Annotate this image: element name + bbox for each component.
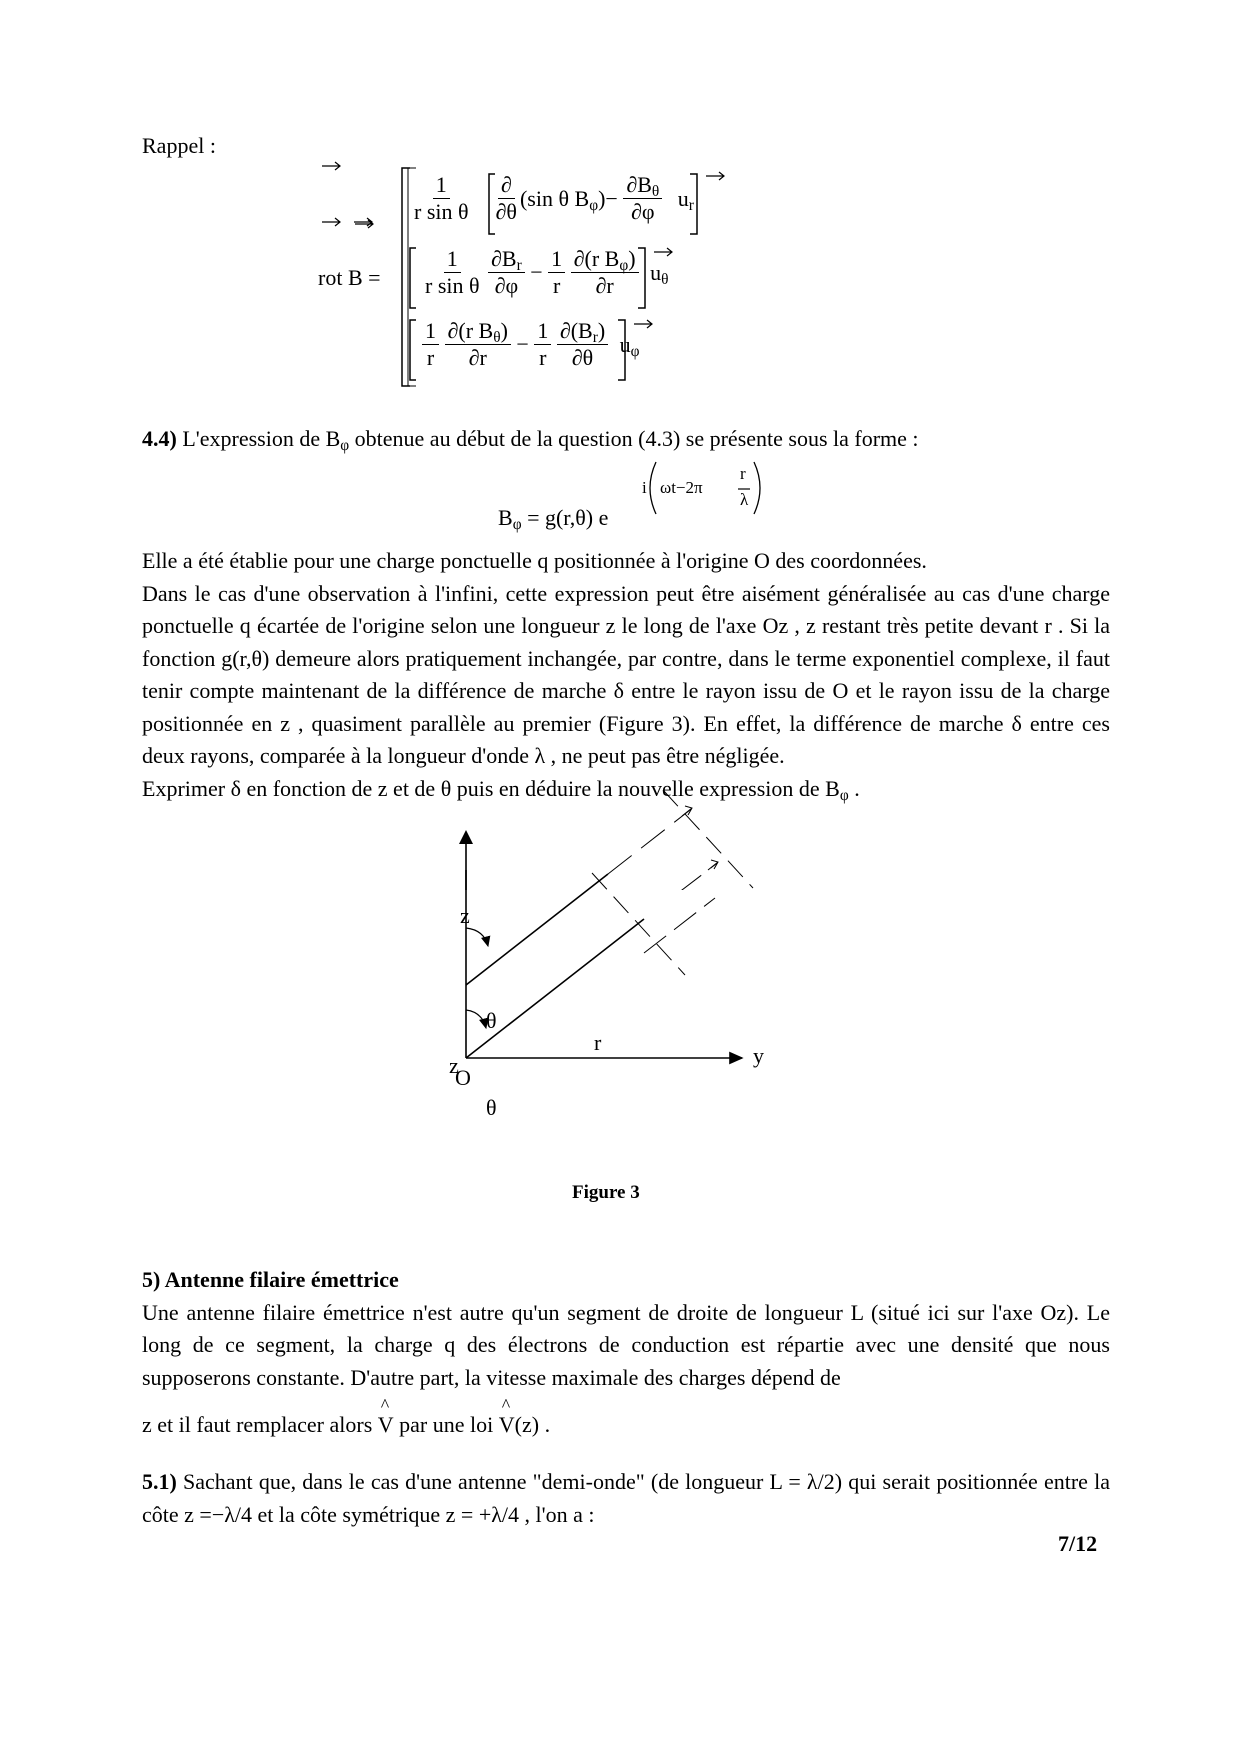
- figure-caption: Figure 3: [572, 1182, 640, 1203]
- row3-c2-num: 1: [534, 318, 551, 345]
- fig-ray-label: r: [594, 1030, 602, 1055]
- eq-exp-a: ωt−2π: [660, 478, 703, 497]
- section5-line: [142, 1395, 551, 1441]
- figure-3-upper: [430, 760, 800, 890]
- row2-d2-den: ∂r: [595, 273, 614, 298]
- row1-coef-num: 1: [433, 172, 450, 199]
- rappel-label: Rappel :: [142, 133, 216, 158]
- q51-text: Sachant que, dans le cas d'une antenne "demi-onde" (de longueur L = λ/2) qui serait positionnée entre la côte z =−λ/4 et la côte symétrique z = +λ/4 , l'on a :: [142, 1469, 1110, 1527]
- eq-rhs: = g(r,θ) e: [521, 505, 609, 530]
- row1-minus: −: [605, 185, 618, 211]
- q51-para: [142, 1466, 1110, 1531]
- row3-d1-num-sub: θ: [493, 329, 501, 346]
- row3-d2-num-end: ): [597, 318, 606, 343]
- row1-d2-den: ∂φ: [631, 199, 655, 224]
- row1-term1-end: ): [598, 185, 606, 211]
- row1-d1-den: ∂θ: [495, 199, 517, 224]
- eq-exp-den: λ: [740, 490, 749, 509]
- row1-unit-sub: r: [688, 196, 694, 214]
- row2-d2-num-sub: φ: [619, 257, 629, 274]
- section5-body: [142, 1264, 1110, 1394]
- fig-origin: O: [455, 1065, 471, 1090]
- vhat2-caret: ^: [501, 1395, 511, 1415]
- vhat-caret: ^: [380, 1395, 390, 1415]
- row3-minus: −: [516, 331, 529, 357]
- row3-unit-sub: φ: [630, 342, 640, 360]
- row2-d2-num: ∂(r B: [573, 246, 620, 271]
- row3-unit: u: [619, 331, 631, 357]
- fig-theta-bottom: θ: [486, 1095, 497, 1120]
- row3-d1-den: ∂r: [468, 345, 487, 370]
- row1-unit: u: [677, 185, 689, 211]
- fig-theta-top: θ: [486, 1008, 497, 1033]
- rot-row-1: [411, 172, 694, 225]
- q44-para-2: Dans le cas d'une observation à l'infini, cette expression peut être aisément généralisée au cas d'une charge ponctuelle q écartée de l'origine selon une longueur z le long de l'axe Oz , z restant très petite devant r . Si la fonction g(r,θ) demeure alors pratiquement inchangée, par contre, dans le terme exponentiel complexe, il faut tenir compte maintenant de la différence de marche δ entre le rayon issu de O et le rayon issu de la charge positionnée en z , quasiment parallèle au premier (Figure 3). En effet, la différence de marche δ entre ces deux rayons, comparée à la longueur d'onde λ , ne peut pas être négligée.: [142, 580, 1110, 768]
- section5-para-1: Une antenne filaire émettrice n'est autre qu'un segment de droite de longueur L (situé ici sur l'axe Oz). Le long de ce segment, la charge q des électrons de conduction est répartie avec une densité que nous supposerons constante. D'autre part, la vitesse maximale des charges dépend de: [142, 1299, 1110, 1390]
- row1-coef-den: r sin θ: [414, 199, 469, 224]
- ray-from-z: [466, 874, 608, 985]
- row2-unit-sub: θ: [661, 270, 669, 288]
- row1-d2-num: ∂B: [626, 172, 652, 197]
- ray-from-origin: [466, 919, 644, 1058]
- row2-coef-num: 1: [444, 246, 461, 273]
- eq-lhs: B: [498, 505, 513, 530]
- row1-d2-num-sub: θ: [651, 183, 660, 200]
- row3-d2-num: ∂(B: [559, 318, 593, 343]
- q44-equation: [498, 502, 608, 534]
- row3-d1-num: ∂(r B: [447, 318, 494, 343]
- q44-para-3-b: .: [848, 775, 860, 801]
- rot-arrows: [322, 215, 382, 229]
- eq-exp-num: r: [740, 464, 746, 483]
- fig-z-mark-label: z: [449, 1053, 459, 1078]
- q44-number: 4.4): [142, 426, 177, 451]
- q44-intro-b: obtenue au début de la question (4.3) se présente sous la forme :: [349, 426, 919, 451]
- ray-z-arrow: [682, 806, 692, 816]
- row3-d1-num-end: ): [500, 318, 508, 343]
- ray-z-dashed: [608, 810, 690, 874]
- section5-line-c: (z) .: [514, 1412, 551, 1437]
- page-number: 7/12: [1058, 1531, 1098, 1556]
- row2-minus: −: [530, 259, 543, 285]
- rot-row-2: [422, 246, 668, 299]
- q44-intro-sub: φ: [340, 437, 350, 454]
- eq-exp-i: i: [642, 478, 647, 497]
- row2-coef-den: r sin θ: [425, 273, 480, 298]
- row3-c1-num: 1: [422, 318, 439, 345]
- q51-number: 5.1): [142, 1469, 177, 1494]
- row2-d1-den: ∂φ: [494, 273, 519, 298]
- theta-arc-bottom: [466, 1010, 486, 1028]
- eq-lhs-sub: φ: [512, 516, 522, 533]
- rot-row-3: [422, 318, 640, 371]
- row2-c2-den: r: [552, 273, 561, 298]
- ray-o-arrow: [708, 860, 718, 870]
- wavefront-upper: [663, 790, 753, 888]
- row2-unit: u: [650, 259, 662, 285]
- q44-intro: [142, 423, 919, 455]
- q44-para-3-a: Exprimer δ en fonction de z et de θ puis en déduire la nouvelle expression de B: [142, 775, 840, 801]
- vhat: V: [377, 1412, 394, 1437]
- row2-d2-num-end: ): [628, 246, 636, 271]
- fig-axis-z: z: [460, 903, 470, 928]
- q51-body: [142, 1466, 1110, 1531]
- z-axis-arrowhead: [459, 830, 473, 844]
- row2-d1-num-sub: r: [516, 257, 522, 274]
- vhat2: V: [498, 1412, 515, 1437]
- figure-3: [430, 870, 800, 1110]
- fig-axis-y: y: [753, 1043, 764, 1068]
- q44-intro-a: L'expression de B: [176, 426, 341, 451]
- rot-lhs: rot B =: [318, 265, 381, 290]
- row3-c2-den: r: [539, 345, 547, 370]
- section5-line-a: z et il faut remplacer alors: [142, 1412, 378, 1437]
- section5-title: 5) Antenne filaire émettrice: [142, 1267, 399, 1292]
- row1-d1-num: ∂: [498, 172, 515, 199]
- row2-d1-num: ∂B: [491, 246, 517, 271]
- row1-term1: (sin θ B: [519, 185, 590, 211]
- ray-from-origin-dashed: [644, 898, 715, 953]
- row3-d2-den: ∂θ: [571, 345, 594, 370]
- row1-term1-sub: φ: [589, 196, 599, 214]
- q44-para-3-sub: φ: [839, 786, 849, 804]
- row3-d2-num-sub: r: [592, 329, 598, 346]
- row2-c2-num: 1: [548, 246, 565, 273]
- row3-c1-den: r: [426, 345, 435, 370]
- ray-o-dashed: [644, 864, 716, 890]
- section5-line-b: par une loi: [393, 1412, 499, 1437]
- q44-para-1: Elle a été établie pour une charge ponctuelle q positionnée à l'origine O des coordonnées.: [142, 548, 927, 573]
